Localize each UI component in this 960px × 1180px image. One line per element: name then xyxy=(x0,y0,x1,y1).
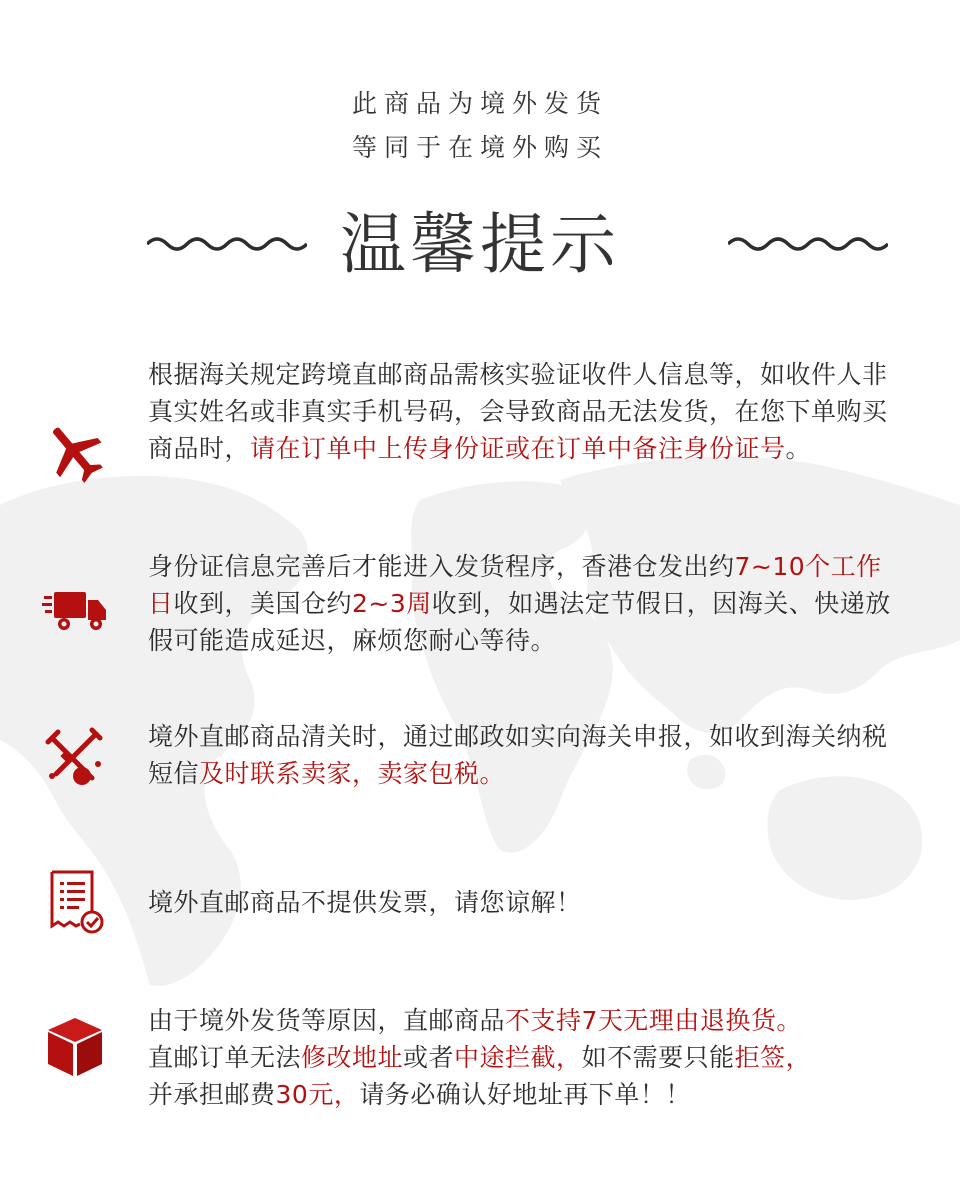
notice-text-5-line-3-part-3: 请务必确认好地址再下单！！ xyxy=(359,1080,691,1109)
notice-text-5-line-2 xyxy=(148,1039,903,1076)
notice-text-5-line-1 xyxy=(148,1002,903,1039)
notice-text-5-postage: 30元， xyxy=(275,1080,360,1109)
header-line-1: 此商品为境外发货 xyxy=(351,89,608,118)
header xyxy=(0,82,960,170)
package-box-icon xyxy=(40,1012,110,1082)
notice-text-3 xyxy=(148,718,903,792)
notice-text-1-part-1: 根据海关规定跨境直邮商品需核实验证收件人信息等，如收件人非真实姓名或非真实手机号码，会导致商品无法发货，在您下单购买商品时， xyxy=(148,360,888,463)
notice-text-2 xyxy=(148,548,903,659)
notice-text-4-part-1: 境外直邮商品不提供发票，请您谅解！ xyxy=(148,888,582,917)
notice-text-5-intercept: 中途拦截， xyxy=(454,1043,582,1072)
notice-text-1 xyxy=(148,356,903,467)
notice-text-3-part-1: 境外直邮商品清关时，通过邮政如实向海关申报，如收到海关纳税短信 xyxy=(148,722,888,788)
header-line-2: 等同于在境外购买 xyxy=(351,133,608,162)
notice-text-3-highlight: 及时联系卖家，卖家包税。 xyxy=(199,759,506,788)
notice-text-5-line-3-part-1: 并承担邮费 xyxy=(148,1080,276,1109)
notice-text-2-us-weeks: 2~3周 xyxy=(352,589,432,618)
notice-text-5-change-address: 修改地址 xyxy=(301,1043,404,1072)
notice-text-2-hk-days: 7~10个工作日 xyxy=(148,552,882,618)
notice-text-5-line-3 xyxy=(148,1076,903,1113)
notice-text-5-refuse: 拒签， xyxy=(734,1043,812,1072)
delivery-truck-icon xyxy=(40,574,110,644)
notice-text-5-line-2-part-1: 直邮订单无法 xyxy=(148,1043,302,1072)
invoice-icon xyxy=(40,868,110,938)
notice-text-5-line-1-part-1: 由于境外发货等原因，直邮商品 xyxy=(148,1006,506,1035)
notice-text-2-part-5: 收到，如遇法定节假日，因海关、快递放假可能造成延迟，麻烦您耐心等待。 xyxy=(148,589,891,655)
notice-text-5-no-return: 不支持7天无理由退换货。 xyxy=(505,1006,802,1035)
notice-text-2-part-1: 身份证信息完善后才能进入发货程序，香港仓发出约 xyxy=(148,552,735,581)
wave-decoration-right xyxy=(728,232,888,256)
notice-text-1-highlight: 请在订单中上传身份证或在订单中备注身份证号 xyxy=(250,434,786,463)
notice-text-5-line-2-part-5: 如不需要只能 xyxy=(581,1043,735,1072)
customs-icon xyxy=(40,724,110,794)
title-row xyxy=(0,200,960,290)
notice-text-5-line-2-part-3: 或者 xyxy=(403,1043,455,1072)
notice-text-4 xyxy=(148,884,903,921)
page-title: 温馨提示 xyxy=(340,206,620,283)
airplane-icon xyxy=(40,418,110,488)
notice-text-2-part-3: 收到，美国仓约 xyxy=(173,589,353,618)
notice-text-5 xyxy=(148,1002,903,1113)
notice-text-1-part-3: 。 xyxy=(785,434,812,463)
